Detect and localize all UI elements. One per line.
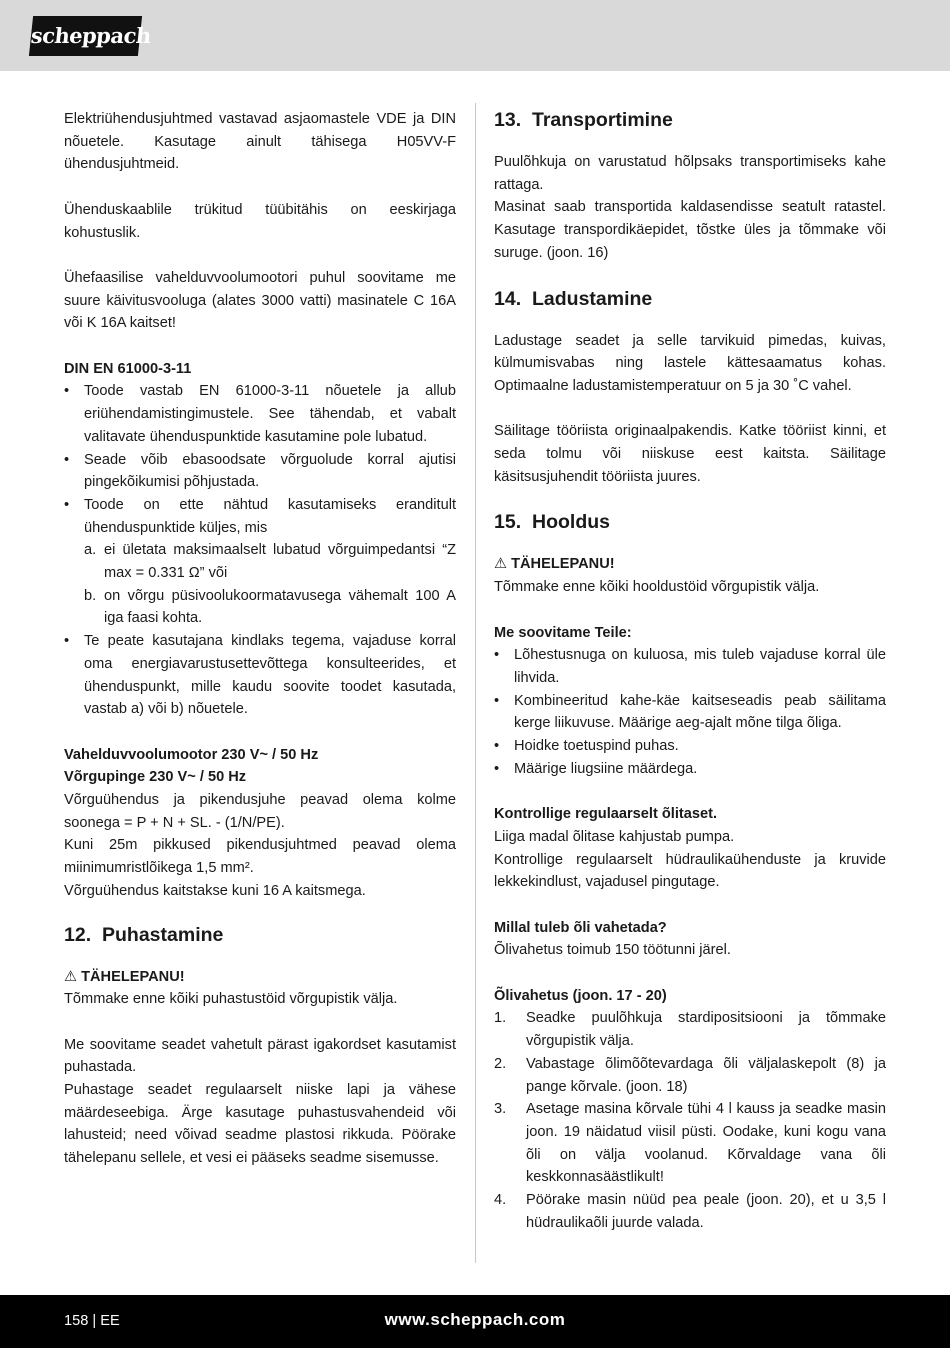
warning-heading: ⚠ TÄHELEPANU! <box>64 966 456 989</box>
list-item: • Määrige liugsiine määrdega. <box>494 758 886 781</box>
oil-level-text-2: Kontrollige regulaarselt hüdraulikaühenduste ja kruvide lekkekindlust, vajadusel pingutage. <box>494 851 886 891</box>
list-item: • Seade võib ebasoodsate võrguolude korral ajutisi pingekõikumisi põhjustada. <box>64 449 456 494</box>
warning-icon: ⚠ <box>494 556 508 573</box>
cable-standards-text: Elektriühendusjuhtmed vastavad asjaomastele VDE ja DIN nõuetele. Kasutage ainult tähisega H05VV-F ühendusjuhtmeid. <box>64 111 456 173</box>
warning-icon: ⚠ <box>64 968 78 985</box>
cable-type-text: Ühenduskaablile trükitud tüübitähis on eeskirjaga kohustuslik. <box>64 201 456 241</box>
left-column <box>64 108 456 1170</box>
storage-text-2: Säilitage tööriista originaalpakendis. Katke tööriist kinni, et seda tolmu või niiskuse eest kaitsta. Säilitage käsitsusjuhendit tööriista juures. <box>494 423 886 485</box>
list-item: • Te peate kasutajana kindlaks tegema, vajaduse korral oma energiavarustusettevõttega konsulteerides, et ühenduspunkt, mille kaudu soovite toodet kasutada, vastab a) või b) nõuetele. <box>64 630 456 721</box>
recommendation-list <box>494 644 886 780</box>
section-12-heading: 12. Puhastamine <box>64 923 224 946</box>
oil-level-text-1: Liiga madal õlitase kahjustab pumpa. <box>494 828 735 845</box>
storage-text-1: Ladustage seadet ja selle tarvikuid pimedas, kuivas, külmumisvabas ning lastele kättesaamatus kohas. Optimaalne ladustamistemperatuur on 5 ja 30 ˚C vahel. <box>494 332 886 394</box>
section-15-heading: 15. Hooldus <box>494 511 610 534</box>
warning-text: Tõmmake enne kõiki puhastustöid võrgupistik välja. <box>64 991 398 1008</box>
din-heading: DIN EN 61000-3-11 <box>64 360 192 377</box>
oil-change-text: Õlivahetus toimub 150 töötunni järel. <box>494 942 731 959</box>
list-item: • Lõhestusnuga on kuluosa, mis tuleb vajaduse korral üle lihvida. <box>494 644 886 689</box>
page-header <box>0 0 950 71</box>
section-14-heading: 14. Ladustamine <box>494 287 653 310</box>
transport-text-1: Puulõhkuja on varustatud hõlpsaks transportimiseks kahe rattaga. <box>494 154 886 193</box>
page-number: 158 | EE <box>64 1313 120 1329</box>
page-footer <box>0 1295 950 1348</box>
motor-heading: Vahelduvvoolumootor 230 V~ / 50 Hz <box>64 746 319 763</box>
warning-text: Tõmmake enne kõiki hooldustöid võrgupistik välja. <box>494 579 820 596</box>
list-item: • Hoidke toetuspind puhas. <box>494 735 886 758</box>
right-column <box>494 108 886 1234</box>
recommendation-heading: Me soovitame Teile: <box>494 624 632 641</box>
procedure-step: 1. Seadke puulõhkuja stardipositsiooni ja tõmmake võrgupistik välja. <box>494 1010 886 1050</box>
list-item <box>64 494 456 630</box>
procedure-step: 4. Pöörake masin nüüd pea peale (joon. 20), et u 3,5 l hüdraulikaõli juurde valada. <box>494 1192 886 1231</box>
oil-level-heading: Kontrollige regulaarselt õlitaset. <box>494 806 718 823</box>
section-13-heading: 13. Transportimine <box>494 109 673 131</box>
scheppach-logo: scheppach <box>29 16 142 56</box>
procedure-heading: Õlivahetus (joon. 17 - 20) <box>494 987 667 1004</box>
sub-item-b: b. on võrgu püsivoolukoormatavusega vähemalt 100 A iga faasi kohta. <box>84 587 456 627</box>
column-divider <box>475 103 476 1263</box>
warning-heading: ⚠ TÄHELEPANU! <box>494 553 886 576</box>
sub-list <box>84 539 456 630</box>
sub-item-a: a. ei ületata maksimaalselt lubatud võrguimpedantsi “Z max = 0.331 Ω” või <box>84 542 456 582</box>
website-link[interactable]: www.scheppach.com <box>384 1310 566 1329</box>
procedure-step: 3. Asetage masina kõrvale tühi 4 l kauss ja seadke masin joon. 19 näidatud viisil püsti. Oodake, kuni kogu vana õli on välja voolanud. Kõrvaldage vana õli keskkonnasäästlikult! <box>494 1101 886 1186</box>
list-item: • Toode vastab EN 61000-3-11 nõuetele ja allub eriühendamistingimustele. See tähendab, et vabalt valitavate ühenduspunktide kasutamine pole lubatud. <box>64 380 456 448</box>
transport-text-2: Masinat saab transportida kaldasendisse seatult ratastel. Kasutage transpordikäepidet, tõstke üles ja tõmmake või suruge. (joon. 16) <box>494 199 886 261</box>
din-list <box>64 380 456 721</box>
list-item: • Kombineeritud kahe-käe kaitseseadis peab säilitama kerge liikuvuse. Määrige aeg-ajalt mõne tilga õliga. <box>494 690 886 735</box>
mains-connection-text: Võrguühendus ja pikendusjuhe peavad olema kolme soonega = P + N + SL. - (1/N/PE). <box>64 792 456 831</box>
voltage-heading: Võrgupinge 230 V~ / 50 Hz <box>64 769 247 786</box>
procedure-list <box>494 1007 886 1234</box>
cleaning-text-1: Me soovitame seadet vahetult pärast igakordset kasutamist puhastada. <box>64 1036 456 1076</box>
extension-cable-text: Kuni 25m pikkused pikendusjuhtmed peavad olema miinimumristlõikega 1,5 mm². <box>64 837 456 877</box>
cleaning-text-2: Puhastage seadet regulaarselt niiske lapi ja vähese määrdeseebiga. Ärge kasutage puhastusvahendeid või lahusteid; need võivad seadme plastosi rikkuda. Pöörake tähelepanu sellele, et vesi ei pääseks seadme sisemusse. <box>64 1082 456 1167</box>
list-item-text: Toode on ette nähtud kasutamiseks eranditult ühenduspunktide küljes, mis <box>84 496 456 536</box>
fuse-recommendation-text: Ühefaasilise vahelduvvoolumootori puhul soovitame me suure käivitusvooluga (alates 3000 vatti) masinatele C 16A või K 16A kaitset! <box>64 269 456 332</box>
procedure-step: 2. Vabastage õlimõõtevardaga õli väljalaskepolt (8) ja pange kõrvale. (joon. 18) <box>494 1055 886 1095</box>
fuse-text: Võrguühendus kaitstakse kuni 16 A kaitsmega. <box>64 882 366 899</box>
oil-change-heading: Millal tuleb õli vahetada? <box>494 919 667 936</box>
